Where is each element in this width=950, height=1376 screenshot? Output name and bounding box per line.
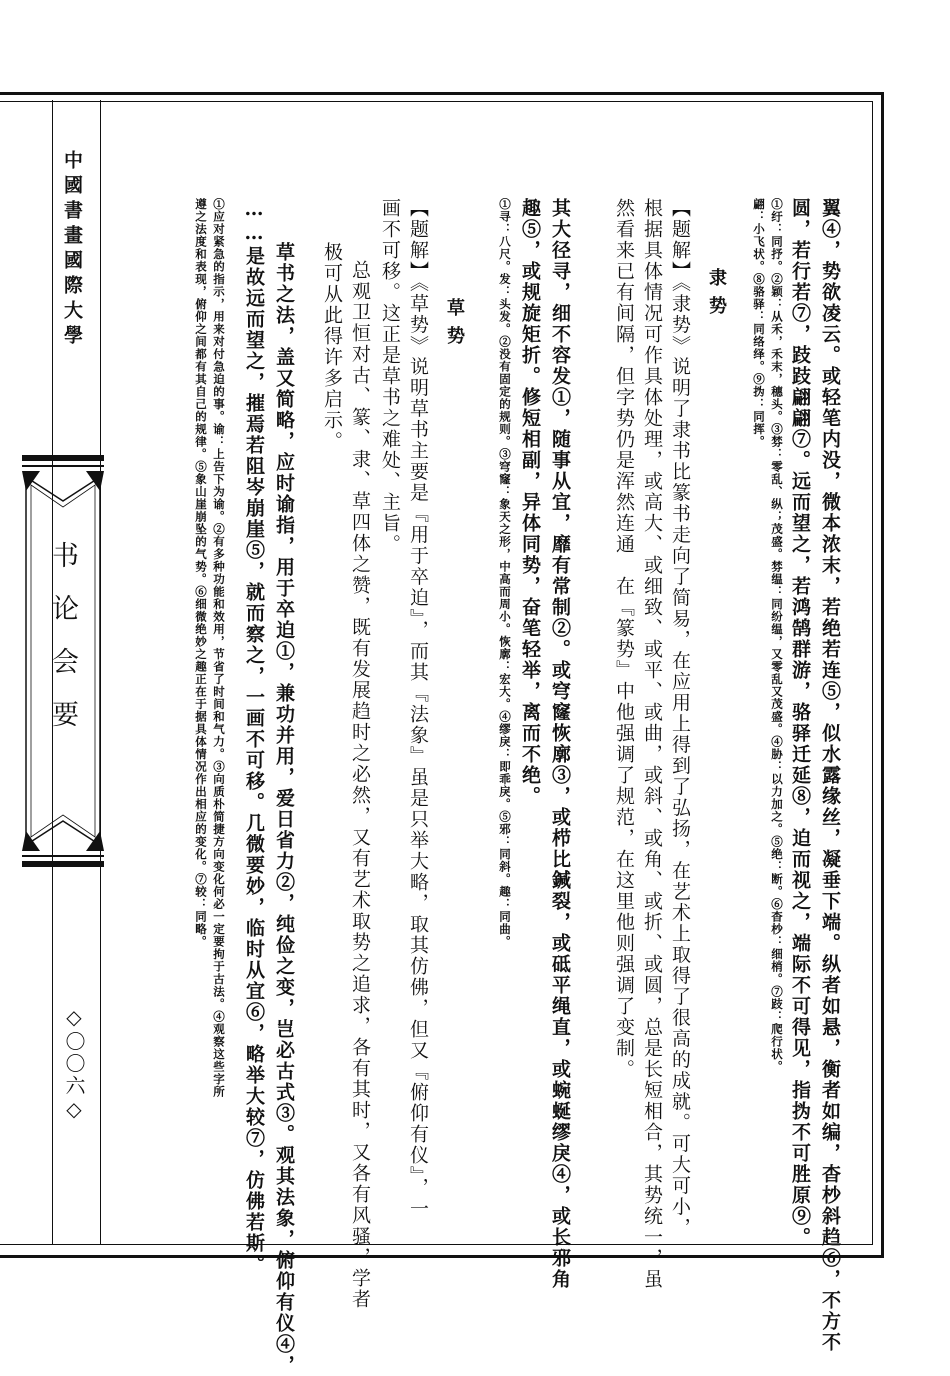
plaque-bottom-bar: [22, 861, 104, 867]
book-title: 书论会要: [47, 541, 78, 753]
text-column: 根据具体情况可作具体处理，或高大、或细致、或平、或曲，或斜、或角、或折、或圆，总是长短相合，其势统一，虽: [641, 198, 663, 1290]
text-body: [108, 198, 843, 1376]
text-column: 草书之法，盖又简略，应时谕指，用于卒迫①，兼功并用，爱日省力②，纯俭之变，岂必古式③。观其法象，俯仰有仪④，: [273, 242, 295, 1376]
institution-name: 中國書畫國際大學: [61, 150, 83, 350]
note-column: ①纡：同抒。②颖：从禾，禾末，穗头。③棼：零乱、纵；茂盛。棼缊：同纷缊，又零乱又茂盛。④胁：以力加之。⑤绝：断。⑥杳杪：细梢。⑦跂：爬行状。: [770, 198, 784, 1073]
text-column: 总观卫恒对古、篆、隶、草四体之赞，既有发展趋时之必然，又有艺术取势之追求，各有其时，又各有风骚，学者: [349, 260, 371, 1310]
note-column: 翩：小飞状。⑧骆驿：同络绎。⑨㧑：同挥。: [752, 198, 766, 448]
text-column: 其大径寻，细不容发①，随事从宜，靡有常制②。或穹窿恢廓③，或栉比鍼裂，或砥平绳直，或蜿蜒缪戾④，或长邪角: [549, 198, 571, 1290]
text-column: 翼④，势欲凌云。或轻笔内没，微本浓末，若绝若连⑤，似水露缘丝，凝垂下端。纵者如悬，衡者如编，杳杪斜趋⑥，不方不: [819, 198, 841, 1353]
plaque-bottom-rule: [22, 855, 104, 857]
text-column: 【题解】《草势》说明草书主要是『用于卒迫』，而其『法象』虽是只举大略，取其仿佛，但又『俯仰有仪』，一: [407, 198, 429, 1220]
section-heading: 草势: [444, 298, 465, 354]
text-column: 然看来已有间隔，但字势仍是浑然连通 在『篆势』中他强调了规范，在这里他则强调了变制。: [613, 198, 635, 1080]
note-column: ①应对紧急的指示，用来对付急迫的事。谕：上告下为谕。②有多种功能和效用，节省了时间和气力。③向质朴简捷方向变化何必一定要拘于古法。④观察这些字所: [212, 198, 226, 1098]
text-column: ……是故远而望之，摧焉若阻岑崩崖⑤，就而察之，一画不可移。几微要妙，临时从宜⑥，略举大较⑦，仿佛若斯。: [243, 198, 265, 1275]
text-column: 极可从此得许多启示。: [321, 242, 343, 452]
text-column: 画不可移。这正是草书之难处、主旨。: [379, 198, 401, 555]
note-column: ①寻：八尺。发：头发。②没有固定的规则。③穹窿：象天之形，中高而周小。恢廓：宏大。④缪戾：即乖戾。⑤邪：同斜。趣：同曲。: [498, 198, 512, 948]
book-title-plaque: [22, 455, 104, 867]
text-column: 圆，若行若⑦，跂跂翩翩⑦。远而望之，若鸿鹄群游，骆驿迁延⑧，迫而视之，端际不可得见，指㧑不可胜原⑨。: [789, 198, 811, 1248]
section-heading: 隶势: [706, 268, 727, 324]
page-number: ◇〇〇六◇: [62, 1005, 86, 1123]
note-column: 遵之法度和表现，俯仰之间都有其自己的规律。⑤象山崖崩坠的气势。⑥细微绝妙之趣正在于据具体情况作出相应的变化。⑦较：同略。: [194, 198, 208, 948]
text-column: 趣⑤，或规旋矩折。修短相副，异体同势，奋笔轻举，离而不绝。: [519, 198, 541, 807]
text-column: 【题解】《隶势》说明了隶书比篆书走向了简易，在应用上得到了弘扬，在艺术上取得了很高的成就。可大可小，: [669, 198, 691, 1239]
